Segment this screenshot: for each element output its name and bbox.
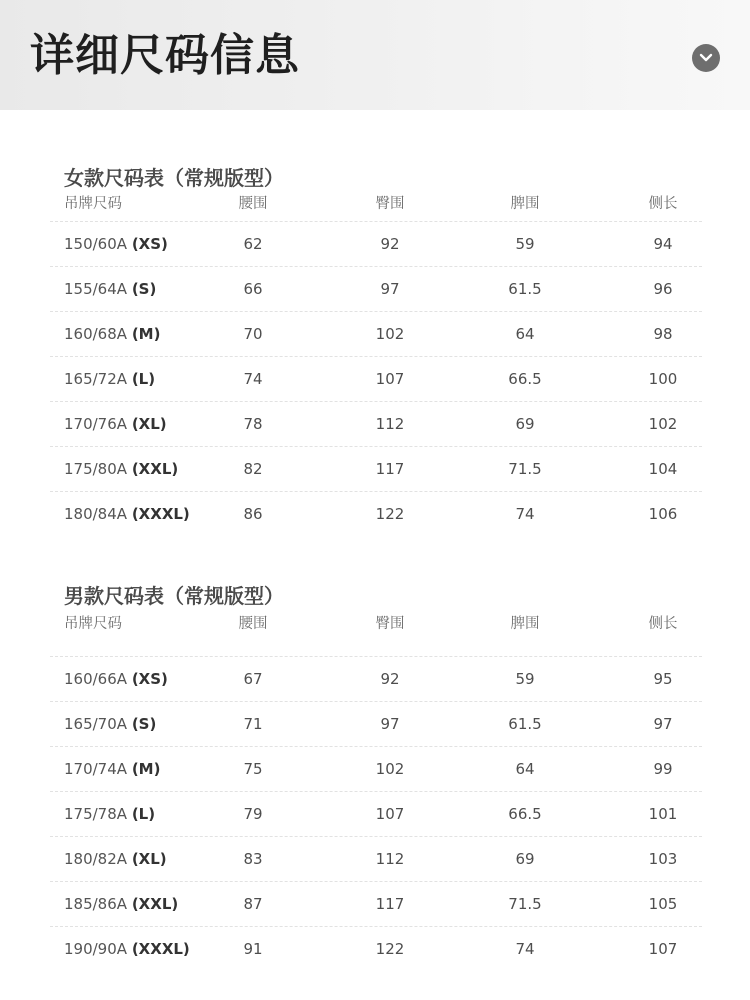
tag-size-value: 155/64A xyxy=(64,280,128,298)
men-column-headers xyxy=(50,609,702,639)
size-letter: (XXXL) xyxy=(131,505,190,523)
size-letter: (XS) xyxy=(131,670,168,688)
waist-value: 86 xyxy=(243,505,263,523)
hip-value: 92 xyxy=(380,670,400,688)
tag-size-value: 170/74A xyxy=(64,760,128,778)
thigh-value: 64 xyxy=(515,325,535,343)
tag-size-cell xyxy=(64,447,178,491)
table-row xyxy=(50,836,702,881)
collapse-toggle-button[interactable] xyxy=(692,44,720,72)
column-header-waist: 腰围 xyxy=(238,616,268,632)
women-table-rows xyxy=(50,221,702,536)
thigh-value: 71.5 xyxy=(508,895,542,913)
table-row xyxy=(50,656,702,701)
table-row xyxy=(50,266,702,311)
hip-value: 92 xyxy=(380,235,400,253)
thigh-value: 61.5 xyxy=(508,715,542,733)
thigh-value: 64 xyxy=(515,760,535,778)
column-header-waist: 腰围 xyxy=(238,196,268,212)
table-row xyxy=(50,791,702,836)
side-length-value: 103 xyxy=(648,850,678,868)
thigh-value: 74 xyxy=(515,940,535,958)
size-letter: (M) xyxy=(131,325,161,343)
hip-value: 97 xyxy=(380,715,400,733)
thigh-value: 61.5 xyxy=(508,280,542,298)
hip-value: 122 xyxy=(375,505,405,523)
table-row xyxy=(50,491,702,536)
tag-size-cell xyxy=(64,657,168,701)
tag-size-value: 165/70A xyxy=(64,715,128,733)
tag-size-cell xyxy=(64,402,167,446)
tag-size-cell xyxy=(64,792,155,836)
tag-size-value: 160/66A xyxy=(64,670,128,688)
tag-size-value: 180/84A xyxy=(64,505,128,523)
side-length-value: 94 xyxy=(653,235,673,253)
tag-size-value: 165/72A xyxy=(64,370,128,388)
tag-size-cell xyxy=(64,927,190,971)
thigh-value: 66.5 xyxy=(508,805,542,823)
side-length-value: 107 xyxy=(648,940,678,958)
size-letter: (S) xyxy=(131,280,157,298)
waist-value: 74 xyxy=(243,370,263,388)
tag-size-value: 150/60A xyxy=(64,235,128,253)
size-letter: (S) xyxy=(131,715,157,733)
side-length-value: 98 xyxy=(653,325,673,343)
tag-size-value: 180/82A xyxy=(64,850,128,868)
waist-value: 91 xyxy=(243,940,263,958)
waist-value: 70 xyxy=(243,325,263,343)
chevron-down-icon xyxy=(698,52,714,64)
size-letter: (XXXL) xyxy=(131,940,190,958)
page-header xyxy=(0,0,750,110)
tag-size-value: 170/76A xyxy=(64,415,128,433)
table-row xyxy=(50,401,702,446)
waist-value: 78 xyxy=(243,415,263,433)
waist-value: 62 xyxy=(243,235,263,253)
waist-value: 71 xyxy=(243,715,263,733)
hip-value: 102 xyxy=(375,760,405,778)
waist-value: 67 xyxy=(243,670,263,688)
tag-size-cell xyxy=(64,267,156,311)
side-length-value: 97 xyxy=(653,715,673,733)
table-row xyxy=(50,746,702,791)
size-letter: (L) xyxy=(131,805,156,823)
column-header-side-length: 侧长 xyxy=(648,616,678,632)
women-table-title: 女款尺码表（常规版型） xyxy=(64,166,284,190)
waist-value: 79 xyxy=(243,805,263,823)
side-length-value: 96 xyxy=(653,280,673,298)
side-length-value: 100 xyxy=(648,370,678,388)
table-row xyxy=(50,356,702,401)
tag-size-cell xyxy=(64,882,178,926)
size-letter: (XXL) xyxy=(131,895,179,913)
size-letter: (XL) xyxy=(131,415,167,433)
tag-size-value: 175/80A xyxy=(64,460,128,478)
column-header-thigh: 脾围 xyxy=(510,196,540,212)
column-header-tag-size: 吊牌尺码 xyxy=(64,616,122,632)
hip-value: 117 xyxy=(375,895,405,913)
table-row xyxy=(50,221,702,266)
women-column-headers xyxy=(50,189,702,219)
hip-value: 107 xyxy=(375,805,405,823)
tag-size-value: 160/68A xyxy=(64,325,128,343)
tag-size-cell xyxy=(64,702,156,746)
tag-size-cell xyxy=(64,492,190,536)
waist-value: 66 xyxy=(243,280,263,298)
table-row xyxy=(50,446,702,491)
tag-size-cell xyxy=(64,222,168,266)
column-header-hip: 臀围 xyxy=(375,196,405,212)
table-row xyxy=(50,926,702,971)
column-header-tag-size: 吊牌尺码 xyxy=(64,196,122,212)
waist-value: 75 xyxy=(243,760,263,778)
size-letter: (XL) xyxy=(131,850,167,868)
column-header-hip: 臀围 xyxy=(375,616,405,632)
thigh-value: 74 xyxy=(515,505,535,523)
tag-size-cell xyxy=(64,357,155,401)
size-letter: (XXL) xyxy=(131,460,179,478)
thigh-value: 69 xyxy=(515,850,535,868)
thigh-value: 69 xyxy=(515,415,535,433)
men-table-rows xyxy=(50,656,702,971)
side-length-value: 106 xyxy=(648,505,678,523)
hip-value: 117 xyxy=(375,460,405,478)
waist-value: 87 xyxy=(243,895,263,913)
hip-value: 122 xyxy=(375,940,405,958)
size-letter: (XS) xyxy=(131,235,168,253)
thigh-value: 66.5 xyxy=(508,370,542,388)
tag-size-value: 190/90A xyxy=(64,940,128,958)
hip-value: 97 xyxy=(380,280,400,298)
table-row xyxy=(50,881,702,926)
side-length-value: 99 xyxy=(653,760,673,778)
thigh-value: 59 xyxy=(515,670,535,688)
hip-value: 112 xyxy=(375,415,405,433)
men-table-title: 男款尺码表（常规版型） xyxy=(64,584,284,608)
size-letter: (M) xyxy=(131,760,161,778)
tag-size-cell xyxy=(64,747,160,791)
thigh-value: 71.5 xyxy=(508,460,542,478)
thigh-value: 59 xyxy=(515,235,535,253)
side-length-value: 102 xyxy=(648,415,678,433)
size-letter: (L) xyxy=(131,370,156,388)
side-length-value: 105 xyxy=(648,895,678,913)
table-row xyxy=(50,311,702,356)
side-length-value: 95 xyxy=(653,670,673,688)
tag-size-value: 185/86A xyxy=(64,895,128,913)
column-header-side-length: 侧长 xyxy=(648,196,678,212)
page-title: 详细尺码信息 xyxy=(30,30,300,81)
tag-size-cell xyxy=(64,312,160,356)
tag-size-cell xyxy=(64,837,167,881)
side-length-value: 104 xyxy=(648,460,678,478)
column-header-thigh: 脾围 xyxy=(510,616,540,632)
table-row xyxy=(50,701,702,746)
hip-value: 102 xyxy=(375,325,405,343)
waist-value: 83 xyxy=(243,850,263,868)
waist-value: 82 xyxy=(243,460,263,478)
hip-value: 112 xyxy=(375,850,405,868)
hip-value: 107 xyxy=(375,370,405,388)
tag-size-value: 175/78A xyxy=(64,805,128,823)
side-length-value: 101 xyxy=(648,805,678,823)
